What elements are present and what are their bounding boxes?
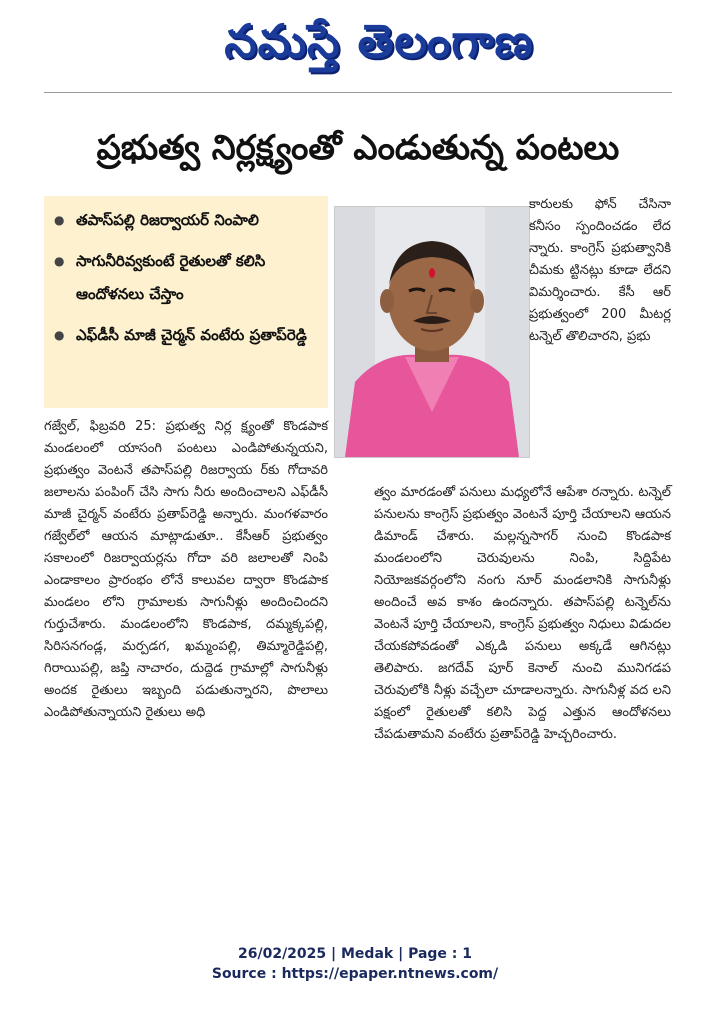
page-footer [0, 944, 710, 984]
article-paragraph: కారులకు ఫోన్ చేసినా కనీసం స్పందించడం లేద న్నారు. కాంగ్రెస్ ప్రభుత్వానికి చీమకు ట్టినట్లు కూడా లేదని విమర్శించారు. కేసీ ఆర్ ప్రభుత్వంలో 200 మీటర్ల టన్నెల్ తొలిచారని, ప్రభు [529, 197, 671, 344]
highlight-item: ● సాగునీరివ్వకుంటే రైతులతో కలిసి ఆందోళనలు చేస్తాం [52, 245, 322, 311]
article-paragraph: త్వం మారడంతో పనులు మధ్యలోనే ఆపేశా రన్నారు. టన్నెల్ పనులను కాంగ్రెస్ ప్రభుత్వం వెంటనే పూర్తి చేయాలని ఆయన డిమాండ్ చేశారు. మల్లన్నసాగర్ నుంచి కొండపాక మండలంలోని చెరువులను నింపి, సిద్దిపేట నియోజకవర్గంలోని నంగు నూర్ మండలానికి సాగునీళ్లు అందించే అవ కాశం ఉందన్నారు. తపాస్‌పల్లి టన్నెల్‌ను వెంటనే పూర్తి చేయాలని, కాంగ్రెస్ ప్రభుత్వం నిధులు విడుదల చేయకపోవడంతో ఎక్కడి పనులు అక్కడే ఆగినట్లు తెలిపారు. జగదేవ్ పూర్ కెనాల్ నుంచి మునిగడప చెరువులోకి నీళ్లు వచ్చేలా చూడాలన్నారు. సాగునీళ్ల వద లని పక్షంలో రైతులతో కలిసి పెద్ద ఎత్తున ఆందోళనలు చేపడుతామని వంటేరు ప్రతాప్‌రెడ్డి హెచ్చరించారు. [374, 485, 671, 742]
article-headline: ప్రభుత్వ నిర్లక్ష్యంతో ఎండుతున్న పంటలు [96, 128, 620, 168]
portrait-photo [334, 206, 530, 458]
article-paragraph: గజ్వేల్, ఫిబ్రవరి 25: ప్రభుత్వ నిర్ల క్ష్యంతో కొండపాక మండలంలో యాసంగి పంటలు ఎండిపోతున్నయని, ప్రభుత్వం వెంటనే తపాస్‌పల్లి రిజర్వాయ ర్‌కు గోదావరి జలాలను పంపింగ్ చేసి సాగు నీరు అందించాలని ఎఫ్‌డీసీ మాజీ చైర్మన్ వంటేరు ప్రతాప్‌రెడ్డి అన్నారు. మంగళవారం గజ్వేల్‌లో ఆయన మాట్లాడుతూ.. కేసీఆర్ ప్రభుత్వం సకాలంలో రిజర్వాయర్లను గోదా వరి జలాలతో నింపి ఎండాకాలం ప్రారంభం లోనే కాలువల ద్వారా కొండపాక మండలం లోని గ్రామాలకు సాగునీళ్లు అందించిందని గుర్తుచేశారు. మండలంలోని కొండపాక, దమ్మక్కపల్లి, సిరిసనగండ్ల, మర్పడగ, ఖమ్మంపల్లి, తిమ్మారెడ్డిపల్లి, గిరాయిపల్లి, జప్తి నాచారం, దుద్దెడ గ్రామాల్లో సాగునీళ్లు అందక రైతులు ఇబ్బంది పడుతున్నారని, పొలాలు ఎండిపోతున్నాయని రైతులు అధి [44, 419, 328, 720]
masthead-divider [44, 92, 672, 93]
highlights-box [44, 196, 328, 408]
source-link[interactable]: Source : https://epaper.ntnews.com/ [211, 966, 499, 982]
portrait-illustration [335, 207, 529, 457]
masthead-title: నమస్తే తెలంగాణ [224, 14, 534, 68]
article-body-column-right-top [529, 194, 671, 348]
edition-info: 26/02/2025 | Medak | Page : 1 [237, 946, 473, 962]
highlights-list [44, 196, 328, 352]
article-body-column-right-bottom [374, 482, 671, 746]
highlight-item: ● తపాస్‌పల్లి రిజర్వాయర్ నింపాలి [52, 204, 322, 237]
highlight-item: ● ఎఫ్‌డీసీ మాజీ చైర్మన్ వంటేరు ప్రతాప్‌రెడ్డి [52, 319, 322, 352]
article-body-column-left [44, 416, 328, 724]
newspaper-clipping [44, 8, 672, 928]
